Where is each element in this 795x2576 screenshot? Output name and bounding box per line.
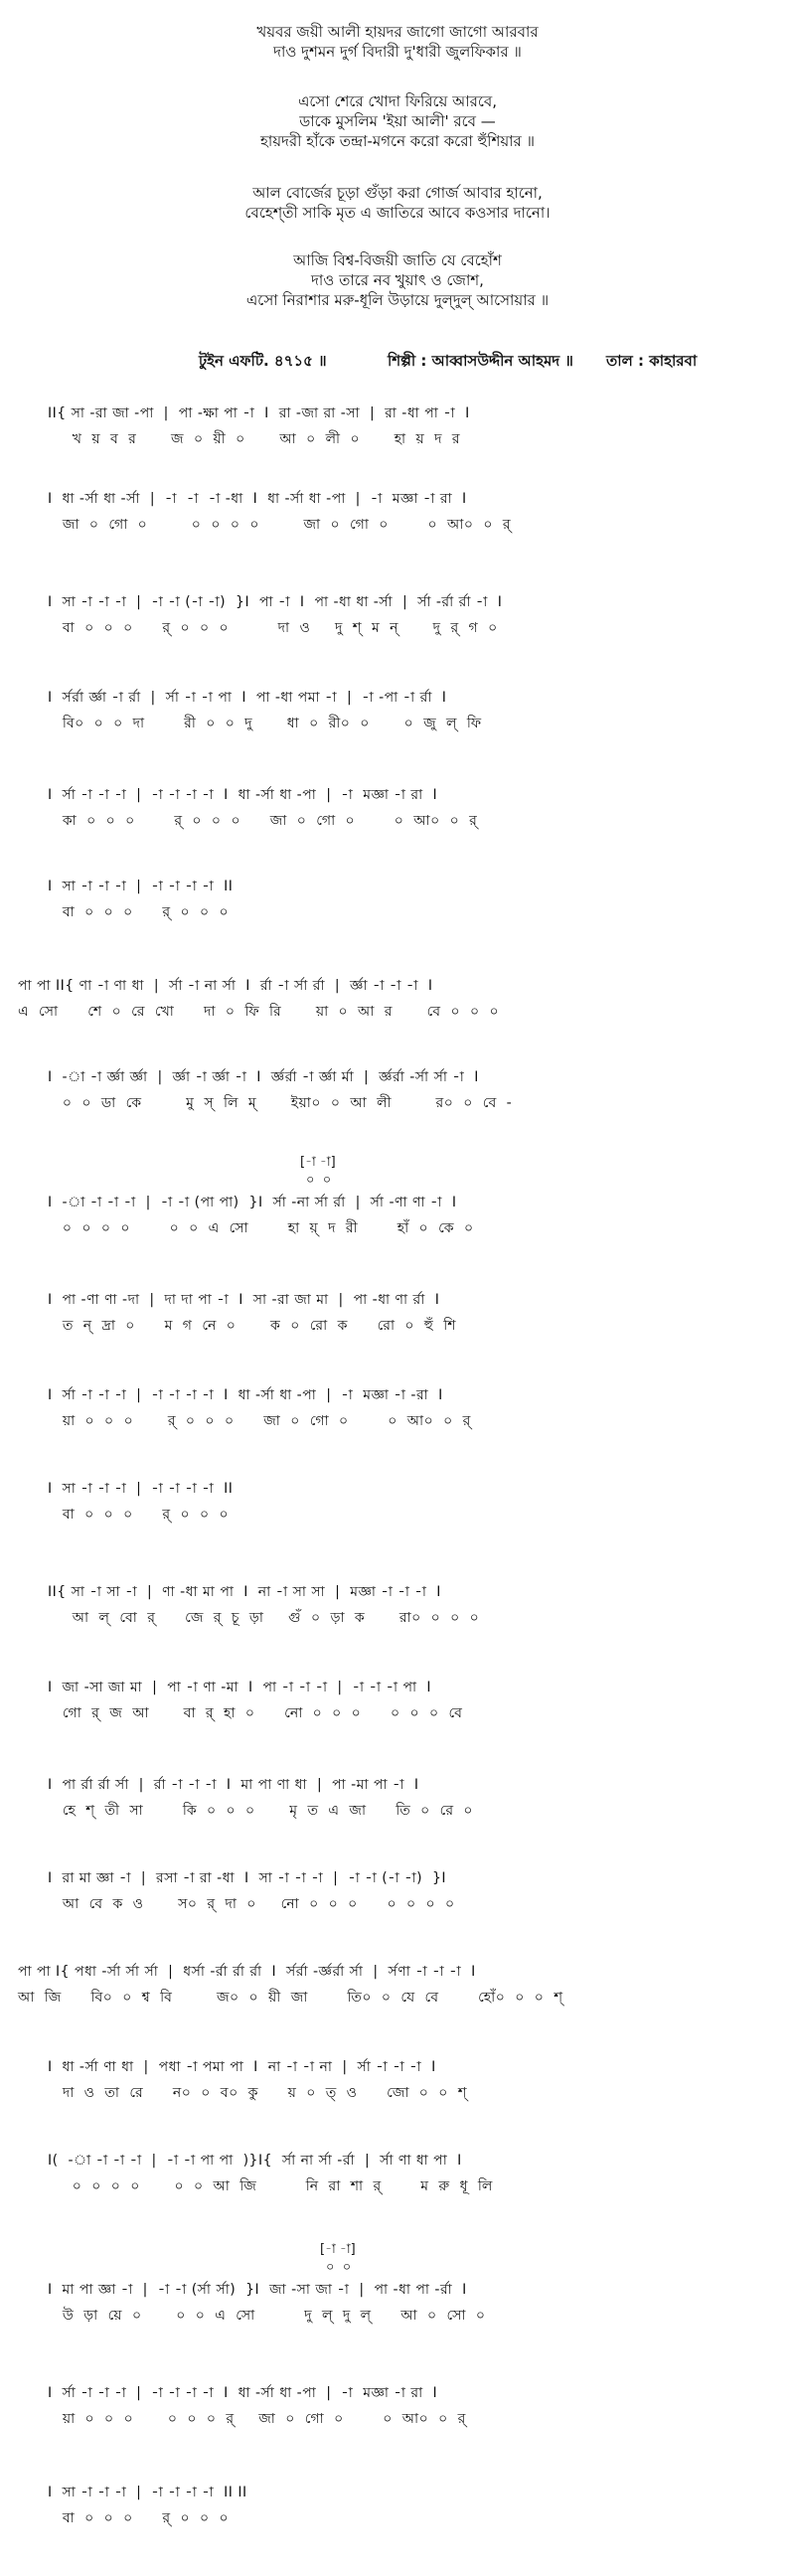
lyric-line: ০ ০ ০ ০ ০ ০ এ সো হা য়্‌ দ রী হাঁ ০ কে ০	[48, 1220, 474, 1236]
lyric-line: বা ০ ০ ০ র্‌ ০ ০ ০ দা ও দু শ্‌ ম ন্‌ দু র্‌ গ ০	[48, 620, 498, 636]
swaralipi-line: I র্সর্রা র্জ্ঞা -া র্রা | র্সা -া -া পা I পা -ধা পমা -া | -া -পা -া র্রা I	[48, 690, 447, 706]
swaralipi-line: I পা -ণা ণা -দা | দা দা পা -া I সা -রা জা মা | পা -ধা ণা র্রা I	[48, 1292, 440, 1308]
swaralipi-line: II{ সা -রা জা -পা | পা -ক্ষা পা -া I রা -জা রা -সা | রা -ধা পা -া I	[48, 405, 470, 421]
poem-stanza-1	[0, 22, 795, 62]
lyric-line: য়া ০ ০ ০ র্‌ ০ ০ ০ জা ০ গো ০ ০ আ০ ০ র্‌	[62, 1413, 471, 1429]
lyric-line: এ সো শে ০ রে খো দা ০ ফি রি য়া ০ আ র বে ০ ০ ০	[18, 1004, 500, 1020]
poem-line: আল বোর্জের চূড়া গুঁড়া করা গোর্জ আবার হানো,	[252, 184, 543, 202]
lyric-line: খ য় ব র জ ০ য়ী ০ আ ০ লী ০ হা য় দ র	[48, 431, 461, 447]
bracket-note: ০ ০	[326, 2260, 352, 2275]
swaralipi-line: I সা -া -া -া | -া -া -া -া II	[48, 1481, 234, 1497]
lyric-line: জা ০ গো ০ ০ ০ ০ ০ জা ০ গো ০ ০ আ০ ০ র্‌	[62, 517, 512, 533]
poem-line: দাও দুশমন দুর্গ বিদারী দু'ধারী জুলফিকার ॥	[273, 43, 522, 61]
poem-line: এসো শেরে খোদা ফিরিয়ে আরবে,	[297, 92, 498, 110]
lyric-line: আ জি বি০ ০ শ্ব বি জ০ ০ য়ী জা তি০ ০ যে বে হোঁ০ ০ ০ শ্‌	[18, 1990, 563, 2006]
swaralipi-line: I( -া -া -া -া | -া -া পা পা )}I{ র্সা না র্সা -র্রা | র্সা ণা ধা পা I	[48, 2153, 462, 2169]
swaralipi-line: I র্সা -া -া -া | -া -া -া -া I ধা -র্সা ধা -পা | -া মজ্ঞা -া -রা I	[48, 1387, 443, 1403]
bracket-note: [-া -া]	[320, 2242, 356, 2257]
swaralipi-line: I জা -সা জা মা | পা -া ণা -মা I পা -া -া -া | -া -া -া পা I	[48, 1680, 432, 1695]
poem-stanza-2	[0, 91, 795, 151]
lyric-line: হে শ্‌ তী সা কি ০ ০ ০ মৃ ত এ জা তি ০ রে ০	[48, 1803, 474, 1819]
lyric-line: বি০ ০ ০ দা রী ০ ০ দু ধা ০ রী০ ০ ০ জু ল্‌ ফি	[48, 716, 482, 731]
swaralipi-line: I র্সা -া -া -া | -া -া -া -া I ধা -র্সা ধা -পা | -া মজ্ঞা -া রা I	[48, 787, 438, 803]
poem-line: আজি বিশ্ব-বিজয়ী জাতি যে বেহোঁশ	[293, 251, 502, 269]
poem-line: বেহেশ্‌তী সাকি মৃত এ জাতিরে আবে কওসার দানো।	[244, 204, 551, 222]
lyric-line: বা ০ ০ ০ র্‌ ০ ০ ০	[48, 2510, 230, 2526]
taal-name: তাল : কাহারবা	[606, 352, 698, 370]
poem-line: এসো নিরাশার মরু-ধূলি উড়ায়ে দুল্‌দুল্‌ আসোয়ার ॥	[245, 291, 550, 309]
poem-line: হায়দরী হাঁকে তন্দ্রা-মগনে করো করো হুঁশিয়ার ॥	[259, 132, 536, 150]
swaralipi-line: I পা র্রা র্রা র্সা | র্রা -া -া -া I মা পা ণা ধা | পা -মা পা -া I	[48, 1777, 419, 1793]
lyric-line: ০ ০ ডা কে মু স্‌ লি ম্‌ ইয়া০ ০ আ লী র০ ০ বে -	[48, 1095, 513, 1111]
swaralipi-line: I সা -া -া -া | -া -া -া -া II	[48, 879, 234, 894]
lyric-line: দা ও তা রে ন০ ০ ব০ কু য় ০ ত্‌ ও জো ০ ০ শ্‌	[62, 2085, 468, 2101]
lyric-line: বা ০ ০ ০ র্‌ ০ ০ ০	[48, 904, 230, 920]
swaralipi-line: I -া -া -া -া | -া -া (পা পা) }I র্সা -না র্সা র্রা | র্সা -ণা ণা -া I	[48, 1195, 457, 1210]
swaralipi-line: I সা -া -া -া | -া -া -া -া II II	[48, 2485, 247, 2500]
poem-line: দাও তারে নব খুয়াৎ ও জোশ,	[311, 271, 484, 289]
swaralipi-line: I ধা -র্সা ধা -র্সা | -া -া -া -ধা I ধা -র্সা ধা -পা | -া মজ্ঞা -া রা I	[48, 491, 467, 507]
lyric-line: আ ল্‌ বো র্‌ জে র্‌ চূ ড়া গুঁ ০ ড়া ক রা০ ০ ০ ০	[48, 1610, 480, 1626]
poem-line: ডাকে মুসলিম 'ইয়া আলী' রবে —	[299, 112, 496, 130]
swaralipi-line: I ধা -র্সা ণা ধা | পধা -া পমা পা I না -া -া না | র্সা -া -া -া I	[48, 2059, 436, 2075]
lyric-line: কা ০ ০ ০ র্‌ ০ ০ ০ জা ০ গো ০ ০ আ০ ০ র্‌	[62, 813, 478, 829]
swaralipi-line: II{ সা -া সা -া | ণা -ধা মা পা I না -া সা সা | মজ্ঞা -া -া -া I	[48, 1584, 441, 1600]
swaralipi-line: I রা মা জ্ঞা -া | রসা -া রা -ধা I সা -া -া -া | -া -া (-া -া) }I	[48, 1870, 447, 1886]
swaralipi-line: I সা -া -া -া | -া -া (-া -া) }I পা -া I পা -ধা ধা -র্সা | র্সা -র্রা র্রা -া I	[48, 594, 503, 610]
swaralipi-line: পা পা II{ ণা -া ণা ধা | র্সা -া না র্সা I র্রা -া র্সা র্রা | র্জ্ঞা -া -া -া I	[18, 978, 433, 994]
artist-name: শিল্পী : আব্বাসউদ্দীন আহমদ ॥	[388, 352, 573, 370]
poem-stanza-4	[0, 250, 795, 310]
poem-stanza-3	[0, 183, 795, 223]
swaralipi-line: I মা পা জ্ঞা -া | -া -া (র্সা র্সা) }I জা -সা জা -া | পা -ধা পা -র্রা I	[48, 2282, 467, 2298]
lyric-line: আ বে ক ও স০ র্‌ দা ০ নো ০ ০ ০ ০ ০ ০ ০	[48, 1896, 455, 1912]
swaralipi-line: পা পা I{ পধা -র্সা র্সা র্সা | ধর্সা -র্রা র্রা র্রা I র্সর্রা -র্জ্ঞর্রা র্সা | র্সণা -া -া -া I	[18, 1964, 476, 1980]
lyric-line: গো র্‌ জ আ বা র্‌ হা ০ নো ০ ০ ০ ০ ০ ০ বে	[48, 1705, 463, 1721]
bracket-note: [-া -া]	[300, 1155, 336, 1170]
poem-line: খয়বর জয়ী আলী হায়দর জাগো জাগো আরবার	[256, 23, 539, 41]
bracket-note: ০ ০	[306, 1173, 332, 1188]
lyric-line: উ ড়া য়ে ০ ০ ০ এ সো দু ল্‌ দু ল্‌ আ ০ সো ০	[48, 2308, 486, 2324]
lyric-line: ০ ০ ০ ০ ০ ০ আ জি নি রা শা র্‌ ম রু ধূ লি	[48, 2178, 493, 2194]
lyric-line: ত ন্‌ দ্রা ০ ম গ নে ০ ক ০ রো ক রো ০ হুঁ শি	[48, 1318, 457, 1334]
record-number: টুইন এফটি. ৪৭১৫ ॥	[199, 352, 327, 370]
lyric-line: বা ০ ০ ০ র্‌ ০ ০ ০	[48, 1507, 230, 1523]
swaralipi-line: I র্সা -া -া -া | -া -া -া -া I ধা -র্সা ধা -পা | -া মজ্ঞা -া রা I	[48, 2385, 438, 2401]
swaralipi-line: I -া -া র্জ্ঞা র্জ্ঞা | র্জ্ঞা -া র্জ্ঞা -া I র্জ্ঞর্রা -া র্জ্ঞা র্মা | র্জ্ঞর্রা -র্সা র্সা -া I	[48, 1069, 479, 1085]
lyric-line: য়া ০ ০ ০ ০ ০ ০ র্‌ জা ০ গো ০ ০ আ০ ০ র্‌	[62, 2411, 466, 2427]
